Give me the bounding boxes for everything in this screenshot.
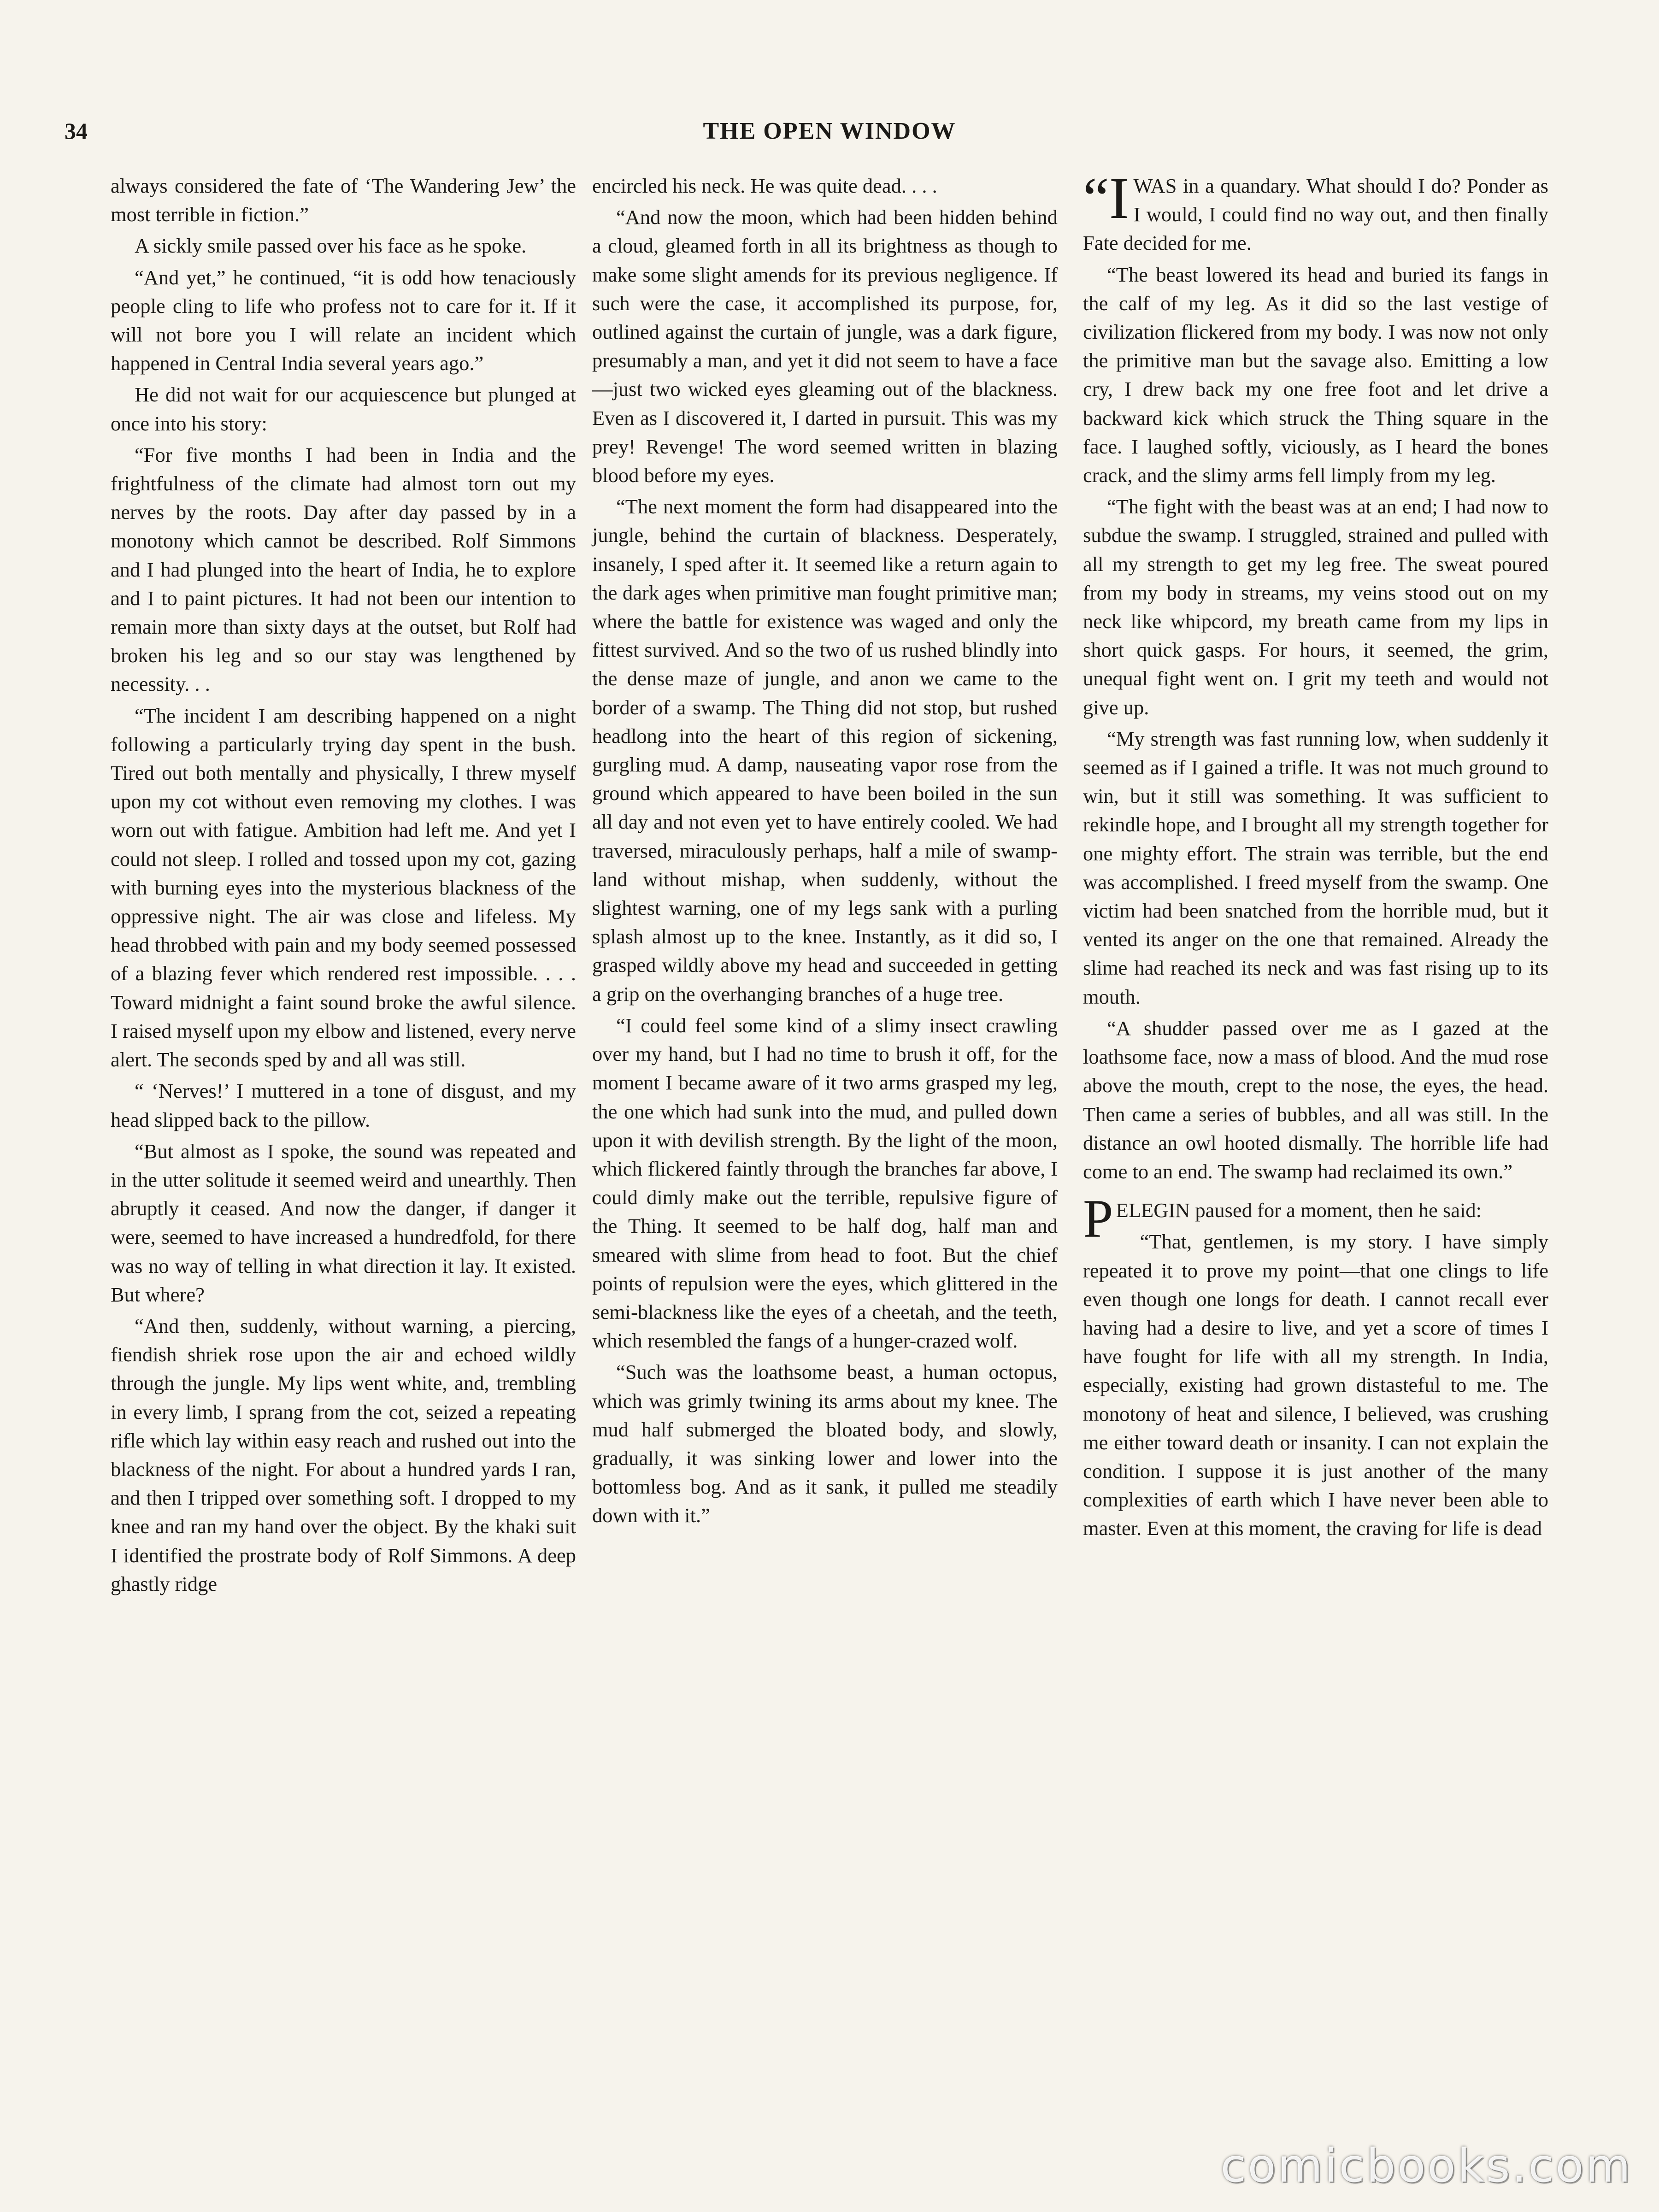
paragraph: “And then, suddenly, without warning, a piercing, fiendish shriek rose upon the air and echoed wildly through the jungle. My lips went white, and, trembling in every limb, I sprang from the cot, seized a repeating rifle which lay within easy reach and rushed out into the blackness of the night. For about a hundred yards I ran, and then I tripped over something soft. I dropped to my knee and ran my hand over the object. By the khaki suit I identified the prostrate body of Rolf Simmons. A deep ghastly ridge (111, 1314, 576, 1595)
paragraph-text: WAS in a quandary. What should I do? Ponder as I would, I could find no way out, and then finally Fate decided for me. (1083, 174, 1548, 255)
drop-cap: “I (1083, 165, 1129, 231)
paragraph: “My strength was fast running low, when suddenly it seemed as if I gained a trifle. It was not much ground to win, but it still was something. It was sufficient to rekindle hope, and I brought all my strength together for one mighty effort. The strain was terrible, but the end was accomplished. I freed myself from the swamp. One victim had been snatched from the horrible mud, but it vented its anger on the one that remained. Already the slime had reached its neck and was fast rising up to its mouth. (1083, 727, 1548, 1008)
paragraph: “But almost as I spoke, the sound was repeated and in the utter solitude it seemed weird and unearthly. Then abruptly it ceased. And now the danger, if danger it were, seemed to have increased a hundredfold, for there was no way of telling in what direction it lay. It existed. But where? (111, 1139, 576, 1306)
section-opening-paragraph (1083, 1188, 1548, 1249)
paragraph: “The fight with the beast was at an end; I had now to subdue the swamp. I struggled, strained and pulled with all my strength to get my leg free. The sweat poured from my body in streams, my veins stood out on my neck like whipcord, my breath came from my lips in short quick gasps. For hours, it seemed, the grim, unequal fight went on. I grit my teeth and would not give up. (1083, 495, 1548, 719)
text-column-1 (111, 171, 576, 1601)
page-number: 34 (65, 118, 88, 144)
paragraph: “And yet,” he continued, “it is odd how tenaciously people cling to life who profess not to care for it. If it will not bore you I will relate an incident which happened in Central India several years ago.” (111, 265, 576, 375)
paragraph: always considered the fate of ‘The Wandering Jew’ the most terrible in fiction.” (111, 174, 576, 226)
paragraph: “The next moment the form had disappeared into the jungle, behind the curtain of blackness. Desperately, insanely, I sped after it. It seemed like a return again to the dark ages when primitive man fought primitive man; where the battle for existence was waged and only the fittest survived. And so the two of us rushed blindly into the dense maze of jungle, and anon we came to the border of a swamp. The Thing did not stop, but rushed headlong into the heart of this region of sickening, gurgling mud. A damp, nauseating vapor rose from the ground which appeared to have been boiled in the sun all day and not even yet to have entirely cooled. We had traversed, miraculously perhaps, half a mile of swamp-land without mishap, when suddenly, without the slightest warning, one of my legs sank with a purling splash almost up to the knee. Instantly, as it did so, I grasped wildly above my head and succeeded in getting a grip on the overhanging branches of a huge tree. (592, 495, 1058, 1006)
paragraph: “A shudder passed over me as I gazed at the loathsome face, now a mass of blood. And the mud rose above the mouth, crept to the nose, the eyes, the head. Then came a series of bubbles, and all was still. In the distance an owl hooted dismally. The horrible life had come to an end. The swamp had reclaimed its own.” (1083, 1016, 1548, 1183)
paragraph: “For five months I had been in India and the frightfulness of the climate had almost torn out my nerves by the roots. Day after day passed by in a monotony which cannot be described. Rolf Simmons and I had plunged into the heart of India, he to explore and I to paint pictures. It had not been our intention to remain more than sixty days at the outset, but Rolf had broken his leg and so our stay was lengthened by necessity. . . (111, 443, 576, 696)
text-column-3 (1083, 165, 1548, 1546)
paragraph: He did not wait for our acquiescence but plunged at once into his story: (111, 383, 576, 435)
paragraph: encircled his neck. He was quite dead. . . . (592, 174, 937, 197)
paragraph: “Such was the loathsome beast, a human octopus, which was grimly twining its arms about my knee. The mud half submerged the bloated body, and slowly, gradually, it was sinking lower and lower into the bottomless bog. And as it sank, it pulled me steadily down with it.” (592, 1360, 1058, 1527)
paragraph: “The incident I am describing happened on a night following a particularly trying day spent in the bush. Tired out both mentally and physically, I threw myself upon my cot without even removing my clothes. I was worn out with fatigue. Ambition had left me. And yet I could not sleep. I rolled and tossed upon my cot, gazing with burning eyes into the mysterious blackness of the oppressive night. The air was close and lifeless. My head throbbed with pain and my body seemed possessed of a blazing fever which rendered rest impossible. . . . Toward midnight a faint sound broke the awful silence. I raised myself upon my elbow and listened, every nerve alert. The seconds sped by and all was still. (111, 704, 576, 1071)
paragraph: “And now the moon, which had been hidden behind a cloud, gleamed forth in all its brightness as though to make some slight amends for its previous negligence. If such were the case, it accomplished its purpose, for, outlined against the curtain of jungle, was a dark figure, presumably a man, and yet it did not seem to have a face—just two wicked eyes gleaming out of the blackness. Even as I discovered it, I darted in pursuit. This was my prey! Revenge! The word seemed written in blazing blood before my eyes. (592, 206, 1058, 487)
section-opening-paragraph (1083, 165, 1548, 258)
page-header (65, 118, 1594, 154)
paragraph-text: ELEGIN paused for a moment, then he said: (1116, 1199, 1482, 1222)
paragraph: “The beast lowered its head and buried its fangs in the calf of my leg. As it did so the last vestige of civilization flickered from my body. I was now not only the primitive man but the savage also. Emitting a low cry, I drew back my one free foot and let drive a backward kick which struck the Thing square in the face. I laughed softly, viciously, as I heard the bones crack, and the slimy arms fell limply from my leg. (1083, 263, 1548, 487)
paragraph: “I could feel some kind of a slimy insect crawling over my hand, but I had no time to brush it off, for the moment I became aware of it two arms grasped my leg, the one which had sunk into the mud, and pulled down upon it with devilish strength. By the light of the moon, which flickered faintly through the branches far above, I could dimly make out the terrible, repulsive figure of the Thing. It seemed to be half dog, half man and smeared with slime from head to foot. But the chief points of repulsion were the eyes, which glittered in the semi-blackness like the eyes of a cheetah, and the teeth, which resembled the fangs of a hunger-crazed wolf. (592, 1013, 1058, 1353)
paragraph: “That, gentlemen, is my story. I have simply repeated it to prove my point—that one clings to life even though one longs for death. I cannot recall ever having had a desire to live, and yet a score of times I have fought for life with all my strength. In India, especially, existing had grown distasteful to me. The monotony of heat and silence, I believed, was crushing me either toward death or insanity. I can not explain the condition. I suppose it is just another of the many complexities of earth which I have never been able to master. Even at this moment, the craving for life is dead (1083, 1230, 1548, 1540)
paragraph: A sickly smile passed over his face as he spoke. (135, 234, 527, 258)
text-column-2 (592, 171, 1058, 1533)
running-title: THE OPEN WINDOW (703, 118, 956, 144)
paragraph: “ ‘Nerves!’ I muttered in a tone of disgust, and my head slipped back to the pillow. (111, 1079, 576, 1131)
drop-cap: P (1083, 1188, 1113, 1249)
watermark: comicbooks.com (1220, 2139, 1632, 2193)
